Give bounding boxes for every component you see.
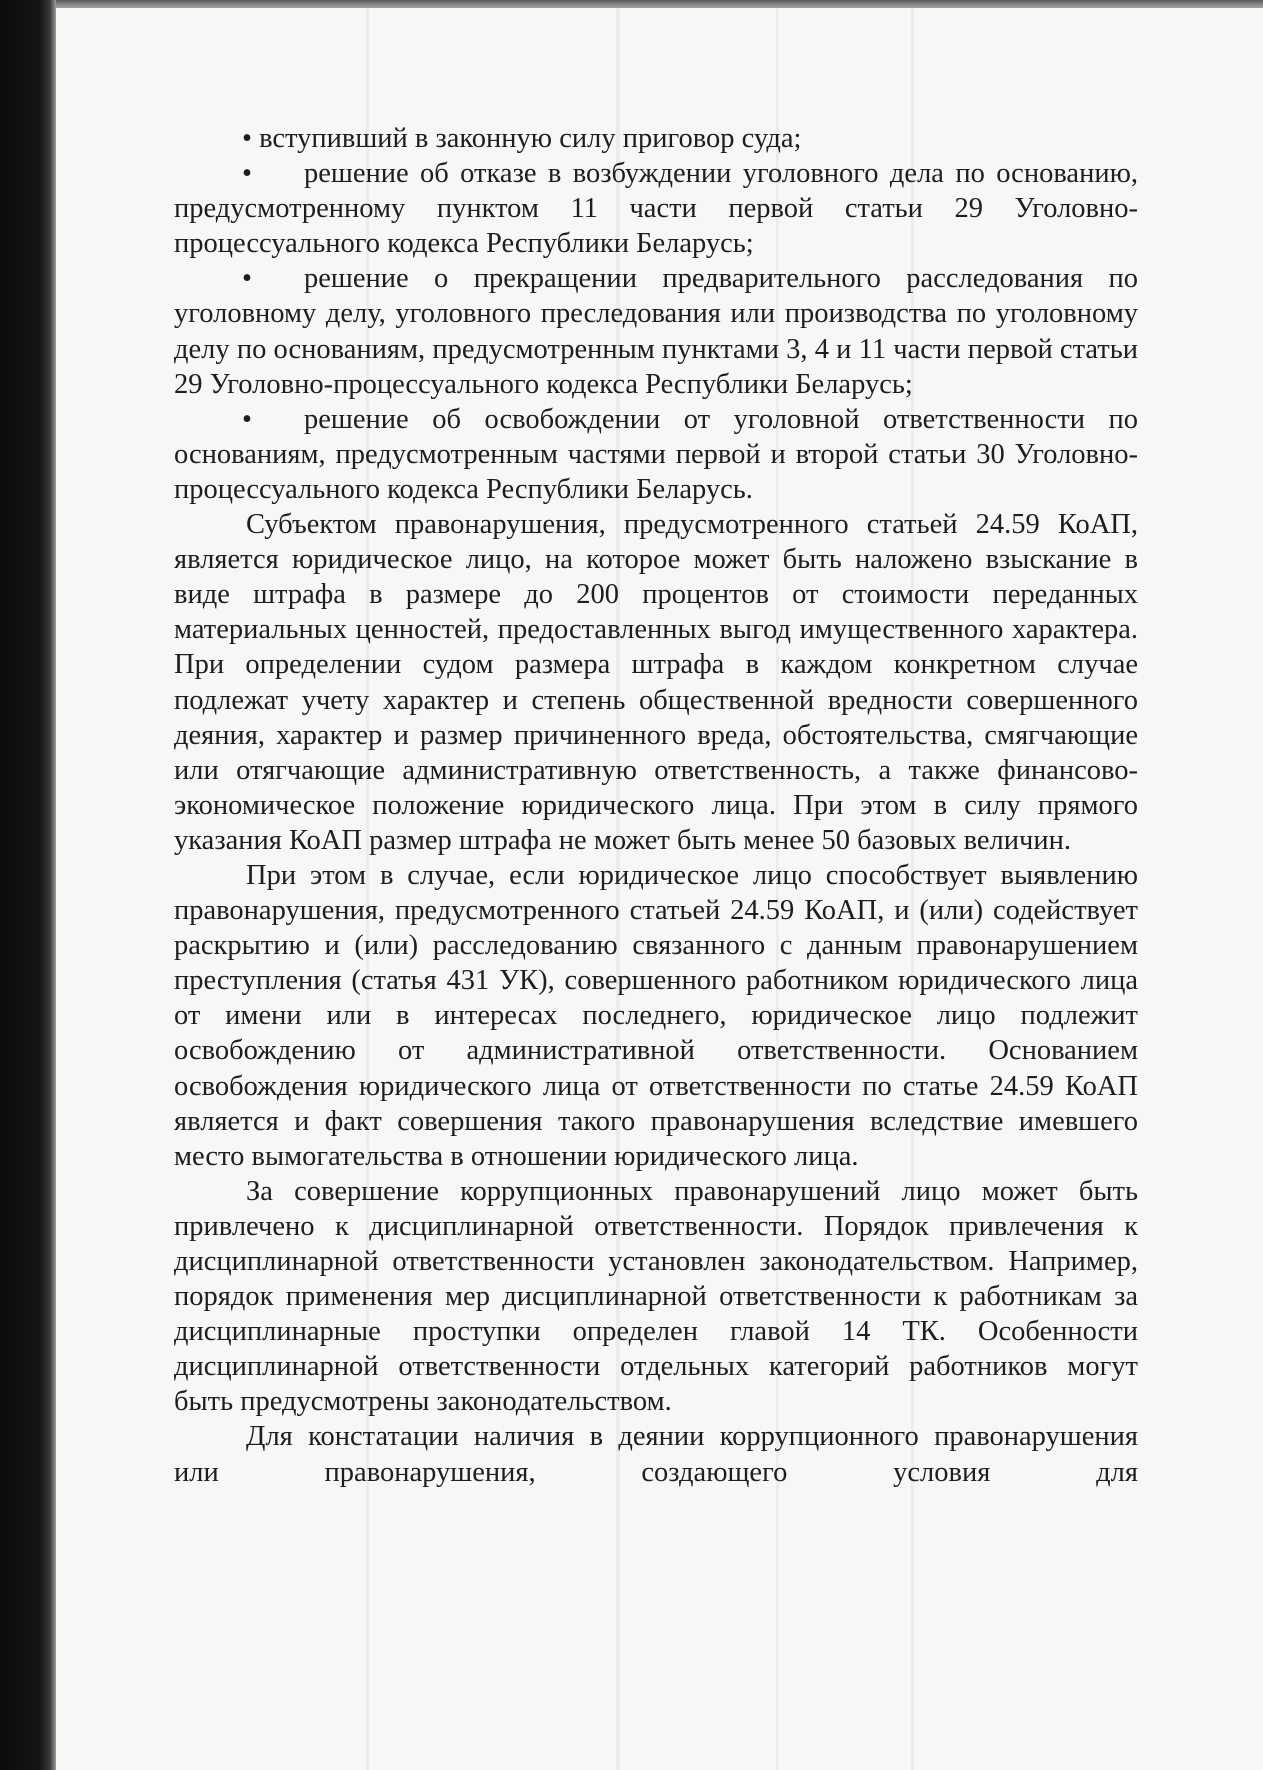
bullet-marker: • — [242, 403, 252, 435]
paragraph: Субъектом правонарушения, предусмотренного статьей 24.59 КоАП, является юридическое лицо, на которое может быть наложено взыскание в виде штрафа в размере до 200 процентов от стоимости переданных материальных ценностей, предоставленных выгод имущественного характера. При определении судом размера штрафа в каждом конкретном случае подлежат учету характер и степень общественной вредности совершенного деяния, характер и размер причиненного вреда, обстоятельства, смягчающие или отягчающие административную ответственность, а также финансово-экономическое положение юридического лица. При этом в силу прямого указания КоАП размер штрафа не может быть менее 50 базовых величин. — [174, 509, 1138, 856]
document-body — [174, 121, 1138, 1490]
bullet-item — [174, 261, 1138, 401]
bullet-text: решение об освобождении от уголовной ответственности по основаниям, предусмотренным частями первой и второй статьи 30 Уголовно-процессуального кодекса Республики Беларусь. — [174, 403, 1138, 505]
bullet-text: решение о прекращении предварительного расследования по уголовному делу, уголовного преследования или производства по уголовному делу по основаниям, предусмотренным пунктами 3, 4 и 11 части первой статьи 29 Уголовно-процессуального кодекса Республики Беларусь; — [174, 263, 1138, 400]
bullet-text: вступивший в законную силу приговор суда; — [259, 123, 802, 154]
bullet-marker: • — [242, 158, 252, 190]
paragraph: При этом в случае, если юридическое лицо способствует выявлению правонарушения, предусмотренного статьей 24.59 КоАП, и (или) содействует раскрытию и (или) расследованию связанного с данным правонарушением преступления (статья 431 УК), совершенного работником юридического лица от имени или в интересах последнего, юридическое лицо подлежит освобождению от административной ответственности. Основанием освобождения юридического лица от ответственности по статье 24.59 КоАП является и факт совершения такого правонарушения вследствие имевшего место вымогательства в отношении юридического лица. — [174, 859, 1138, 1172]
document-page — [56, 8, 1263, 1770]
bullet-item — [174, 402, 1138, 507]
paragraph: Для констатации наличия в деянии коррупционного правонарушения или правонарушения, создающего условия для — [174, 1421, 1138, 1488]
bullet-marker: • — [242, 263, 252, 295]
scan-edge-left — [0, 0, 56, 1770]
paragraph: За совершение коррупционных правонарушений лицо может быть привлечено к дисциплинарной ответственности. Порядок привлечения к дисциплинарной ответственности установлен законодательством. Например, порядок применения мер дисциплинарной ответственности к работникам за дисциплинарные проступки определен главой 14 ТК. Особенности дисциплинарной ответственности отдельных категорий работников могут быть предусмотрены законодательством. — [174, 1175, 1138, 1418]
bullet-item — [174, 156, 1138, 261]
bullet-marker: • — [242, 123, 252, 154]
bullet-text: решение об отказе в возбуждении уголовного дела по основанию, предусмотренному пунктом 11 части первой статьи 29 Уголовно-процессуального кодекса Республики Беларусь; — [174, 158, 1138, 260]
bullet-item — [174, 121, 1138, 156]
